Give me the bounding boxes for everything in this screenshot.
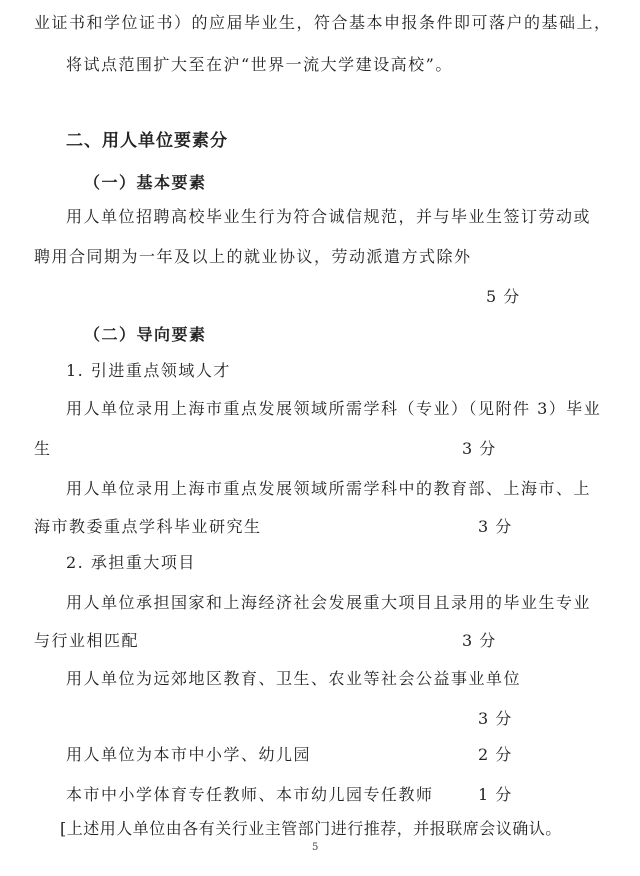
score-basic: 5 分 — [486, 287, 521, 306]
item-heading-2: 2. 承担重大项目 — [66, 553, 196, 572]
text-line-item2d: 本市中小学体育专任教师、本市幼儿园专任教师 — [66, 785, 434, 804]
text-line-item2c: 用人单位为本市中小学、幼儿园 — [66, 745, 312, 764]
text-line-basic-2: 聘用合同期为一年及以上的就业协议，劳动派遣方式除外 — [34, 247, 472, 266]
score-item2c: 2 分 — [478, 745, 513, 764]
text-line-1: 业证书和学位证书）的应届毕业生，符合基本申报条件即可落户的基础上， — [34, 13, 612, 32]
subsection-heading-basic: （一）基本要素 — [84, 173, 207, 192]
page-number: 5 — [312, 842, 319, 853]
score-item2a: 3 分 — [462, 631, 497, 650]
subsection-heading-guidance: （二）导向要素 — [84, 325, 207, 344]
footnote-line: [上述用人单位由各有关行业主管部门进行推荐，并报联席会议确认。 — [60, 819, 562, 838]
text-line-item1b-1: 用人单位录用上海市重点发展领域所需学科中的教育部、上海市、上 — [66, 479, 592, 498]
text-line-item1b-2: 海市教委重点学科毕业研究生 — [34, 517, 262, 536]
text-line-item2a-2: 与行业相匹配 — [34, 631, 140, 650]
score-item2b: 3 分 — [478, 709, 513, 728]
text-line-basic-1: 用人单位招聘高校毕业生行为符合诚信规范，并与毕业生签订劳动或 — [66, 207, 592, 226]
text-line-item1a-2: 生 — [34, 439, 52, 458]
text-line-2: 将试点范围扩大至在沪“世界一流大学建设高校”。 — [66, 55, 453, 74]
text-line-item1a-1: 用人单位录用上海市重点发展领域所需学科（专业）（见附件 3）毕业 — [66, 399, 602, 418]
text-line-item2b: 用人单位为远郊地区教育、卫生、农业等社会公益事业单位 — [66, 669, 522, 688]
text-line-item2a-1: 用人单位承担国家和上海经济社会发展重大项目且录用的毕业生专业 — [66, 593, 592, 612]
item-heading-1: 1. 引进重点领域人才 — [66, 361, 231, 380]
score-item2d: 1 分 — [478, 785, 513, 804]
section-heading-2: 二、用人单位要素分 — [66, 131, 228, 151]
score-item1a: 3 分 — [462, 439, 497, 458]
score-item1b: 3 分 — [478, 517, 513, 536]
